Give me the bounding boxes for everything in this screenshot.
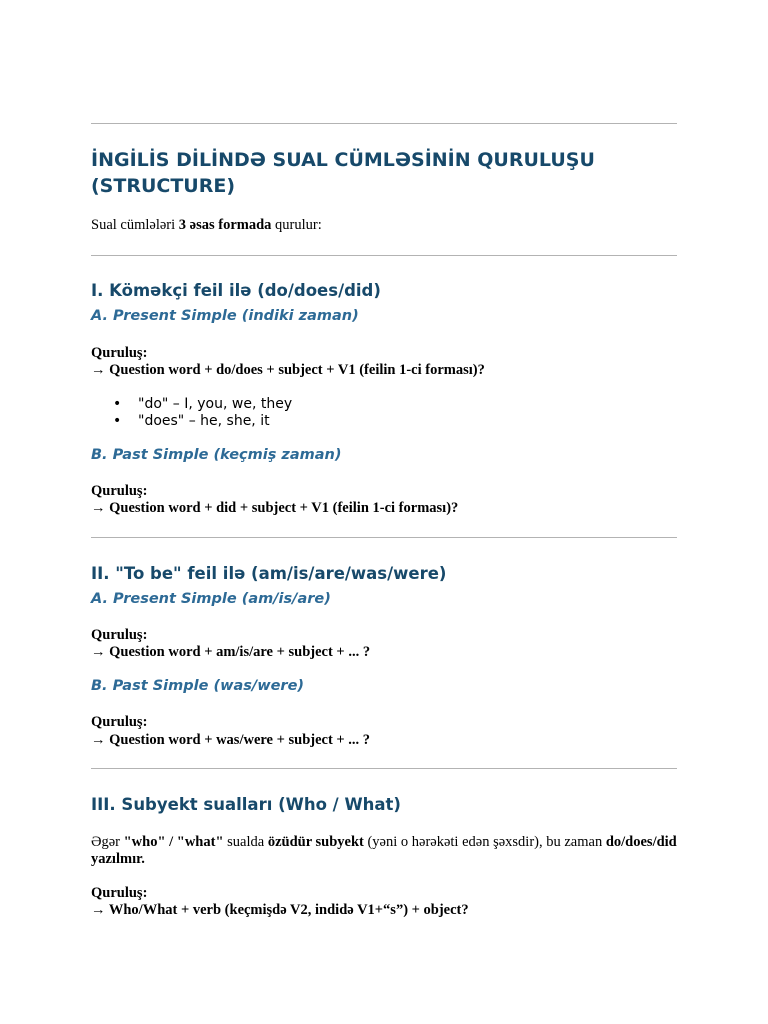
page-title: İNGİLİS DİLİNDƏ SUAL CÜMLƏSİNİN QURULUŞU (STRUCTURE) — [91, 149, 595, 197]
paragraph-bold-text: do/does/did yazılmır. — [91, 834, 677, 867]
section-3-heading: III. Subyekt sualları (Who / What) — [91, 795, 401, 814]
paragraph-text: Əgər — [91, 834, 124, 850]
structure-formula: → Question word + did + subject + V1 (feilin 1-ci forması)? — [91, 500, 459, 516]
section-1-sub-a: A. Present Simple (indiki zaman) — [91, 308, 359, 324]
section-2-sub-b: B. Past Simple (was/were) — [91, 678, 305, 694]
structure-formula: → Question word + am/is/are + subject + ... ? — [91, 644, 371, 660]
section-2-sub-a: A. Present Simple (am/is/are) — [91, 591, 331, 607]
structure-label: Quruluş: — [91, 714, 148, 730]
section-2-heading: II. "To be" feil ilə (am/is/are/was/were) — [91, 564, 447, 583]
intro-text-end: qurulur: — [271, 217, 322, 233]
paragraph-text: (yəni o hərəkəti edən şəxsdir), bu zaman — [363, 834, 606, 850]
divider — [91, 123, 677, 124]
bullet-icon: • — [113, 413, 122, 429]
structure-label: Quruluş: — [91, 627, 148, 643]
structure-formula: → Question word + do/does + subject + V1 (feilin 1-ci forması)? — [91, 362, 485, 378]
structure-label: Quruluş: — [91, 483, 148, 499]
paragraph-bold-text: "who" / "what" — [123, 834, 224, 850]
structure-label: Quruluş: — [91, 345, 148, 361]
list-item — [113, 413, 270, 429]
paragraph-bold-text: özüdür subyekt — [267, 834, 364, 850]
section-3-paragraph — [91, 834, 677, 868]
paragraph-text: sualda — [223, 834, 268, 850]
divider — [91, 255, 677, 256]
intro-text: Sual cümlələri — [91, 217, 179, 233]
divider — [91, 768, 677, 769]
divider — [91, 537, 677, 538]
bullet-icon: • — [113, 396, 122, 412]
structure-formula: → Question word + was/were + subject + ... ? — [91, 732, 371, 748]
structure-label: Quruluş: — [91, 885, 148, 901]
section-1-heading: I. Köməkçi feil ilə (do/does/did) — [91, 281, 381, 300]
list-item — [113, 396, 292, 412]
list-item-text: "does" – he, she, it — [138, 413, 270, 429]
structure-formula: → Who/What + verb (keçmişdə V2, indidə V1+“s”) + object? — [91, 902, 469, 918]
section-1-sub-b: B. Past Simple (keçmiş zaman) — [91, 447, 342, 463]
intro-paragraph — [91, 217, 322, 234]
list-item-text: "do" – I, you, we, they — [138, 396, 293, 412]
intro-bold-text: 3 əsas formada — [178, 217, 272, 233]
